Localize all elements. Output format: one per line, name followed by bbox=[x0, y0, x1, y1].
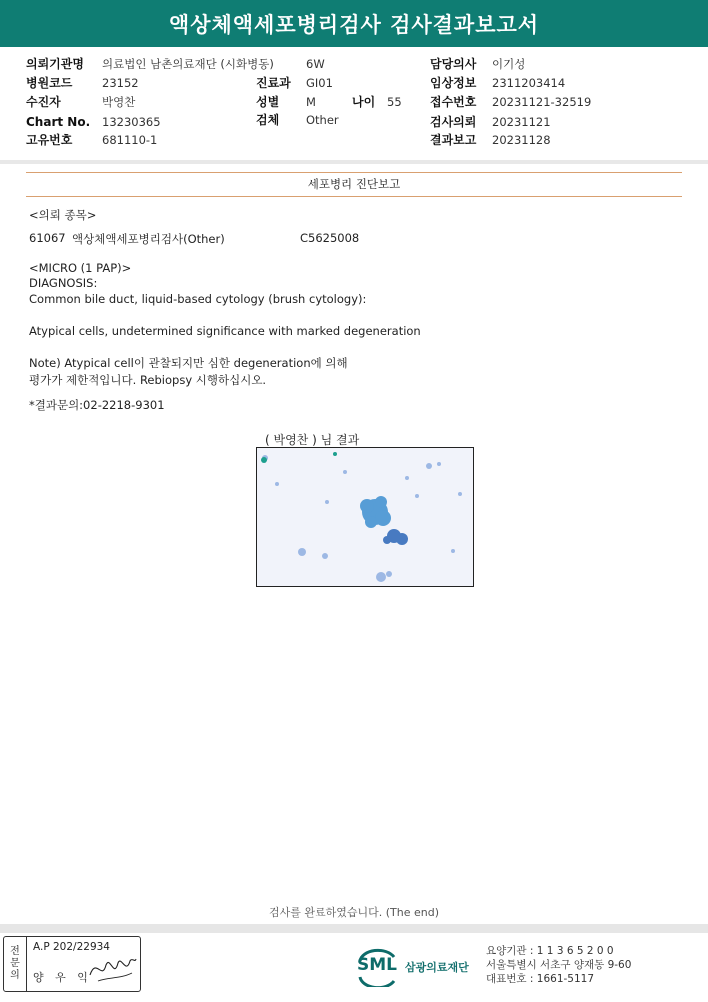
ward-value: 6W bbox=[306, 57, 325, 71]
req-institution-label: 의뢰기관명 bbox=[26, 57, 84, 71]
micro-header: <MICRO (1 PAP)> bbox=[29, 261, 132, 275]
unique-no-value: 681110-1 bbox=[102, 133, 158, 147]
doctor-row bbox=[430, 55, 526, 73]
chart-no-label: Chart No. bbox=[26, 115, 91, 129]
age-row bbox=[352, 93, 402, 111]
logo-abbr: SML bbox=[357, 955, 397, 975]
specimen-description: Common bile duct, liquid-based cytology (brush cytology): bbox=[29, 292, 367, 306]
hospital-code-label: 병원코드 bbox=[26, 76, 73, 90]
report-date-label: 결과보고 bbox=[430, 133, 477, 147]
request-header: <의뢰 종목> bbox=[29, 208, 97, 222]
hospital-code-value: 23152 bbox=[102, 76, 139, 90]
pathologist-name: 양 우 익 bbox=[33, 971, 92, 984]
unique-no-label: 고유번호 bbox=[26, 133, 73, 147]
specialist-char: 전 bbox=[10, 946, 20, 957]
clinical-info-row bbox=[430, 74, 566, 92]
receipt-no-label: 접수번호 bbox=[430, 95, 477, 109]
report-date-value: 20231128 bbox=[492, 133, 551, 147]
result-caption: ( 박영찬 ) 님 결과 bbox=[265, 433, 360, 447]
chart-no-value: 13230365 bbox=[102, 115, 161, 129]
request-name: 액상체액세포병리검사(Other) bbox=[72, 232, 225, 246]
sex-row bbox=[256, 93, 316, 111]
info-divider bbox=[0, 160, 708, 164]
age-label: 나이 bbox=[352, 95, 376, 109]
request-ref: C5625008 bbox=[300, 231, 360, 245]
contact-info: *결과문의:02-2218-9301 bbox=[29, 398, 165, 412]
cytology-micrograph bbox=[257, 448, 473, 586]
doctor-value: 이기성 bbox=[492, 57, 526, 71]
footer-contact bbox=[486, 944, 631, 986]
request-code: 61067 bbox=[29, 231, 66, 245]
section-header bbox=[26, 172, 682, 197]
patient-row bbox=[26, 93, 136, 111]
receipt-no-value: 20231121-32519 bbox=[492, 95, 592, 109]
report-date-row bbox=[430, 131, 551, 149]
cytology-image bbox=[256, 447, 474, 587]
clinical-info-value: 2311203414 bbox=[492, 76, 566, 90]
patient-value: 박영찬 bbox=[102, 95, 136, 109]
specimen-label: 검체 bbox=[256, 113, 280, 127]
specialist-label bbox=[4, 937, 27, 991]
unique-no-row bbox=[26, 131, 158, 149]
end-text: 검사를 완료하였습니다. (The end) bbox=[268, 906, 439, 919]
note-line-2: 평가가 제한적입니다. Rebiopsy 시행하십시오. bbox=[29, 373, 267, 387]
sml-logo bbox=[354, 943, 484, 987]
sex-value: M bbox=[306, 95, 316, 109]
report-title: 액상체액세포병리검사 검사결과보고서 bbox=[0, 0, 708, 47]
signature-scribble bbox=[88, 951, 138, 985]
age-value: 55 bbox=[387, 95, 402, 109]
specimen-value: Other bbox=[306, 113, 339, 127]
note-line-1: Note) Atypical cell이 관찰되지만 심한 degeneration에 의해 bbox=[29, 356, 348, 370]
section-title: 세포병리 진단보고 bbox=[307, 177, 401, 191]
hospital-code-row bbox=[26, 74, 139, 92]
req-institution-row bbox=[26, 55, 274, 73]
request-date-value: 20231121 bbox=[492, 115, 551, 129]
footer-divider bbox=[0, 924, 708, 933]
receipt-no-row bbox=[430, 93, 592, 111]
pathologist-id: A.P 202/22934 bbox=[33, 941, 110, 953]
chart-no-row bbox=[26, 113, 161, 131]
pathologist-signature bbox=[3, 936, 141, 992]
specialist-char: 의 bbox=[10, 970, 20, 981]
specimen-row bbox=[256, 111, 339, 129]
logo-name: 삼광의료재단 bbox=[405, 961, 469, 974]
request-date-label: 검사의뢰 bbox=[430, 115, 477, 129]
sex-label: 성별 bbox=[256, 95, 280, 109]
dept-value: GI01 bbox=[306, 76, 333, 90]
specialist-char: 문 bbox=[10, 958, 20, 969]
doctor-label: 담당의사 bbox=[430, 57, 477, 71]
req-institution-value: 의료법인 남촌의료재단 (시화병동) bbox=[102, 57, 274, 71]
patient-label: 수진자 bbox=[26, 95, 61, 109]
diagnosis-text: Atypical cells, undetermined significance with marked degeneration bbox=[29, 324, 421, 338]
end-message bbox=[0, 903, 708, 923]
dept-label: 진료과 bbox=[256, 76, 291, 90]
address: 서울특별시 서초구 양재동 9-60 bbox=[486, 959, 632, 971]
care-code: 요양기관 : 1 1 3 6 5 2 0 0 bbox=[486, 945, 614, 957]
request-date-row bbox=[430, 113, 551, 131]
diagnosis-label: DIAGNOSIS: bbox=[29, 276, 98, 290]
clinical-info-label: 임상정보 bbox=[430, 76, 477, 90]
dept-row bbox=[256, 74, 333, 92]
phone: 대표번호 : 1661-5117 bbox=[486, 973, 595, 985]
